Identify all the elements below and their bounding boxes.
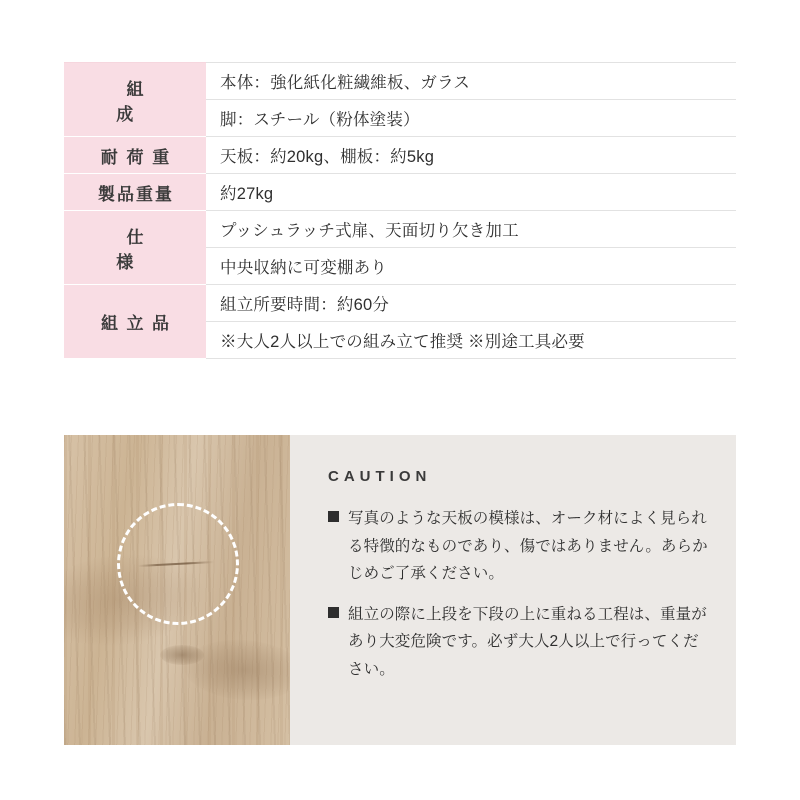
row-value: 本体：強化紙化粧繊維板、ガラス — [206, 63, 736, 100]
table-row — [64, 174, 736, 211]
row-header-label: 仕 様 — [116, 227, 239, 272]
row-header-label: 製品重量 — [97, 184, 175, 204]
list-item — [328, 505, 710, 588]
row-header-assembly — [64, 285, 206, 359]
list-item — [328, 601, 710, 684]
row-header-label: 耐 荷 重 — [100, 147, 172, 167]
caution-section — [64, 435, 736, 745]
wood-knot-mark — [160, 645, 204, 665]
row-header-label: 組立品 — [101, 314, 178, 333]
row-value: 約27kg — [206, 174, 736, 211]
row-value: ※大人2人以上での組み立て推奨 ※別途工具必要 — [206, 322, 736, 359]
row-header-composition — [64, 63, 239, 137]
table-row — [64, 137, 736, 174]
dashed-highlight-circle-icon — [117, 503, 239, 625]
wood-grain-photo — [64, 435, 290, 745]
square-bullet-icon — [328, 511, 339, 522]
caution-title: CAUTION — [328, 468, 432, 485]
row-value: 組立所要時間：約60分 — [206, 285, 736, 322]
caution-item-text: 組立の際に上段を下段の上に重ねる工程は、重量があり大変危険です。必ず大人2人以上で行ってください。 — [348, 605, 707, 678]
row-value: 脚：スチール（粉体塗装） — [206, 100, 736, 137]
row-value: 天板：約20kg、棚板：約5kg — [206, 137, 736, 174]
row-header-label: 組 成 — [116, 79, 239, 124]
table-row — [64, 63, 736, 100]
specification-table — [64, 62, 736, 359]
caution-text-panel — [290, 435, 736, 745]
row-value: プッシュラッチ式扉、天面切り欠き加工 — [206, 211, 736, 248]
table-row — [64, 211, 736, 248]
square-bullet-icon — [328, 607, 339, 618]
row-value: 中央収納に可変棚あり — [206, 248, 736, 285]
row-header-load-capacity — [64, 137, 206, 174]
table-row — [64, 285, 736, 322]
row-header-product-weight — [64, 174, 206, 211]
row-header-specification — [64, 211, 239, 285]
caution-item-text: 写真のような天板の模様は、オーク材によく見られる特徴的なものであり、傷ではありません。あらかじめご了承ください。 — [348, 510, 708, 583]
